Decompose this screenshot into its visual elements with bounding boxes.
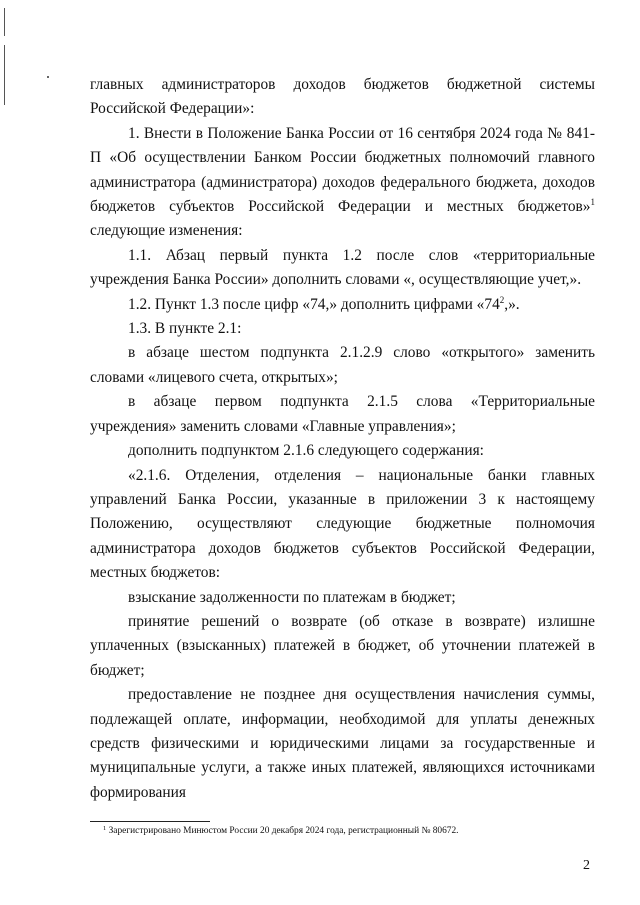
document-body [90, 73, 595, 805]
footnote-marker: 1 [103, 825, 107, 832]
scan-dot [47, 76, 49, 78]
scan-edge-mark [4, 8, 5, 36]
superscript: 2 [499, 294, 505, 305]
paragraph: 1. Внести в Положение Банка России от 16 сентября 2024 года № 841-П «Об осуществлении Банком России бюджетных полномочий главного администратора (администратора) доходов федерального бюджета, доходов бюджетов субъектов Российской Федерации и местных бюджетов»$^1$ следующие изменения: [90, 124, 595, 240]
paragraph: принятие решений о возврате (об отказе в возврате) излишне уплаченных (взысканных) платежей в бюджет, об уточнении платежей в бюджет; [90, 612, 595, 679]
paragraph: 1.1. Абзац первый пункта 1.2 после слов «территориальные учреждения Банка России» дополнить словами «, осуществляющие учет,». [90, 246, 595, 289]
paragraph: взыскание задолженности по платежам в бюджет; [128, 588, 456, 606]
paragraph: в абзаце шестом подпункта 2.1.2.9 слово «открытого» заменить словами «лицевого счета, открытых»; [90, 344, 595, 386]
paragraph: главных администраторов доходов бюджетов бюджетной системы Российской Федерации»: [90, 76, 595, 118]
footnote: $^1$ Зарегистрировано Минюстом России 20 декабря 2024 года, регистрационный № 80672. [103, 825, 459, 836]
footnote-ref: 1 [590, 197, 595, 208]
page-number: 2 [583, 858, 590, 873]
paragraph: в абзаце первом подпункта 2.1.5 слова «Территориальные учреждения» заменить словами «Главные управления»; [90, 393, 595, 435]
paragraph: «2.1.6. Отделения, отделения – национальные банки главных управлений Банка России, указанные в приложении 3 к настоящему Положению, осуществляют следующие бюджетные полномочия администратора доходов бюджетов субъектов Российской Федерации, местных бюджетов: [90, 466, 595, 582]
paragraph: дополнить подпунктом 2.1.6 следующего содержания: [128, 442, 484, 460]
footnote-divider [90, 821, 210, 822]
paragraph: 1.3. В пункте 2.1: [128, 320, 242, 338]
scan-edge-mark [4, 45, 5, 105]
paragraph: предоставление не позднее дня осуществления начисления суммы, подлежащей оплате, информации, необходимой для уплаты денежных средств физическими и юридическими лицами за государственные и муниципальные услуги, а также иных платежей, являющихся источниками формирования [90, 686, 595, 801]
paragraph: 1.2. Пункт 1.3 после цифр «74,» дополнить цифрами «$74^2$,». [128, 294, 520, 313]
